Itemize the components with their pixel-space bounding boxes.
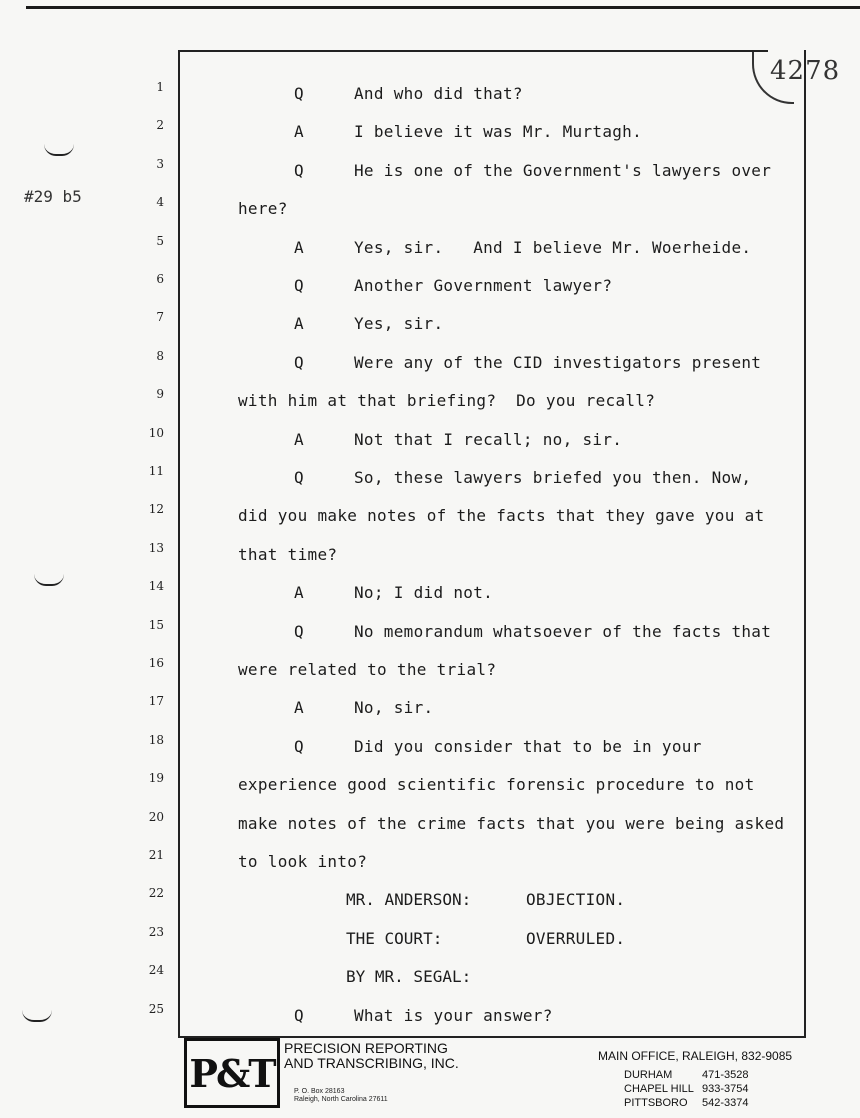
qa-marker: A <box>294 237 304 257</box>
line-number: 8 <box>156 348 164 363</box>
line-number: 6 <box>156 272 164 286</box>
qa-marker: Q <box>294 84 304 103</box>
branch-city: DURHAM <box>624 1069 673 1081</box>
line-text: So, these lawyers briefed you then. Now, <box>354 468 752 487</box>
top-rule <box>26 6 860 9</box>
qa-marker: Q <box>294 621 304 641</box>
line-text: Did you consider that to be in your <box>354 736 702 756</box>
transcript-line <box>0 272 860 310</box>
qa-marker: A <box>294 429 304 449</box>
line-number: 20 <box>148 809 164 824</box>
line-number: 24 <box>148 963 164 978</box>
line-text: that time? <box>238 544 338 564</box>
line-text: I believe it was Mr. Murtagh. <box>354 122 643 142</box>
transcript-line <box>0 310 860 348</box>
transcript-line <box>0 157 860 195</box>
transcript-line <box>0 963 860 1001</box>
line-number: 16 <box>148 656 164 670</box>
company-name <box>284 1041 459 1071</box>
line-text: No memorandum whatsoever of the facts that <box>354 621 772 641</box>
transcript-line <box>0 771 860 809</box>
line-number: 21 <box>148 848 164 862</box>
transcript-line <box>0 118 860 156</box>
branch-phone: 471-3528 <box>702 1069 749 1081</box>
line-text: Were any of the CID investigators present <box>354 352 762 372</box>
line-number: 15 <box>148 617 164 632</box>
transcript-line <box>0 464 860 502</box>
transcript-line <box>0 810 860 848</box>
transcript-line <box>0 886 860 924</box>
transcript-line <box>0 195 860 233</box>
transcript-line <box>0 733 860 771</box>
branch-offices <box>624 1068 749 1110</box>
transcript-line <box>0 694 860 732</box>
transcript-line <box>0 349 860 387</box>
company-name-line2: AND TRANSCRIBING, INC. <box>284 1055 459 1071</box>
qa-marker: Q <box>294 276 304 295</box>
transcript-line <box>0 234 860 272</box>
qa-marker: Q <box>294 1005 304 1025</box>
line-number: 4 <box>156 195 164 210</box>
line-text: Yes, sir. And I believe Mr. Woerheide. <box>354 237 752 257</box>
line-text: OBJECTION. <box>526 890 626 910</box>
colloquy-speaker: BY MR. SEGAL: <box>346 967 472 987</box>
line-number: 22 <box>148 886 164 901</box>
branch-city: PITTSBORO <box>624 1097 688 1109</box>
line-number: 12 <box>148 502 164 517</box>
transcript-line <box>0 541 860 579</box>
transcript-line <box>0 1002 860 1040</box>
qa-marker: A <box>294 122 304 142</box>
branch-office-row <box>624 1068 749 1082</box>
company-logo: P&T <box>184 1038 280 1108</box>
qa-marker: Q <box>294 352 304 372</box>
line-text: to look into? <box>238 852 368 871</box>
qa-marker: A <box>294 698 304 718</box>
line-text: were related to the trial? <box>238 660 497 679</box>
line-text: He is one of the Government's lawyers over <box>354 160 772 180</box>
transcript-line <box>0 426 860 464</box>
line-text: No; I did not. <box>354 583 494 603</box>
colloquy-speaker: MR. ANDERSON: <box>346 890 472 910</box>
qa-marker: Q <box>294 160 304 180</box>
line-number: 10 <box>148 425 164 440</box>
city-line: Raleigh, North Carolina 27611 <box>294 1096 388 1103</box>
page-number-stamp: 4278 <box>770 56 841 86</box>
line-text: with him at that briefing? Do you recall? <box>238 391 656 411</box>
qa-marker: A <box>294 314 304 334</box>
company-name-line1: PRECISION REPORTING <box>284 1040 448 1056</box>
transcript-line <box>0 618 860 656</box>
transcript-line <box>0 925 860 963</box>
po-box: P. O. Box 28163 <box>294 1088 345 1095</box>
line-number: 3 <box>156 156 164 171</box>
branch-city: CHAPEL HILL <box>624 1083 694 1095</box>
line-number: 17 <box>148 694 164 709</box>
line-number: 19 <box>148 771 164 786</box>
colloquy-speaker: THE COURT: <box>346 928 443 948</box>
branch-phone: 542-3374 <box>702 1097 749 1109</box>
qa-marker: A <box>294 583 304 603</box>
line-number: 7 <box>156 310 164 325</box>
line-text: here? <box>238 199 288 219</box>
line-number: 23 <box>148 924 164 939</box>
line-text: Yes, sir. <box>354 314 444 334</box>
transcript-line <box>0 656 860 694</box>
transcript-line <box>0 848 860 886</box>
line-number: 2 <box>156 118 164 133</box>
line-text: No, sir. <box>354 698 434 718</box>
line-number: 14 <box>148 579 164 594</box>
line-number: 13 <box>148 540 164 555</box>
branch-office-row <box>624 1096 749 1110</box>
company-address <box>294 1088 388 1104</box>
qa-marker: Q <box>294 736 304 756</box>
transcript-line <box>0 80 860 118</box>
line-text: And who did that? <box>354 84 523 103</box>
qa-marker: Q <box>294 468 304 487</box>
transcript-line <box>0 502 860 540</box>
line-number: 18 <box>148 732 164 747</box>
margin-note: #29 b5 <box>24 187 82 206</box>
line-number: 9 <box>156 387 164 402</box>
transcript-line <box>0 387 860 425</box>
main-office: MAIN OFFICE, RALEIGH, 832-9085 <box>598 1049 793 1063</box>
line-text: What is your answer? <box>354 1005 553 1025</box>
branch-phone: 933-3754 <box>702 1083 749 1095</box>
line-number: 11 <box>148 464 164 478</box>
line-text: did you make notes of the facts that they gave you at <box>238 506 765 526</box>
line-text: Not that I recall; no, sir. <box>354 429 623 449</box>
line-text: make notes of the crime facts that you were being asked <box>238 813 785 833</box>
line-text: experience good scientific forensic procedure to not <box>238 775 755 795</box>
line-number: 25 <box>148 1001 164 1016</box>
transcript-line <box>0 579 860 617</box>
branch-office-row <box>624 1082 749 1096</box>
line-text: Another Government lawyer? <box>354 276 613 295</box>
line-number: 5 <box>156 233 164 248</box>
line-number: 1 <box>156 80 164 94</box>
line-text: OVERRULED. <box>526 928 626 948</box>
